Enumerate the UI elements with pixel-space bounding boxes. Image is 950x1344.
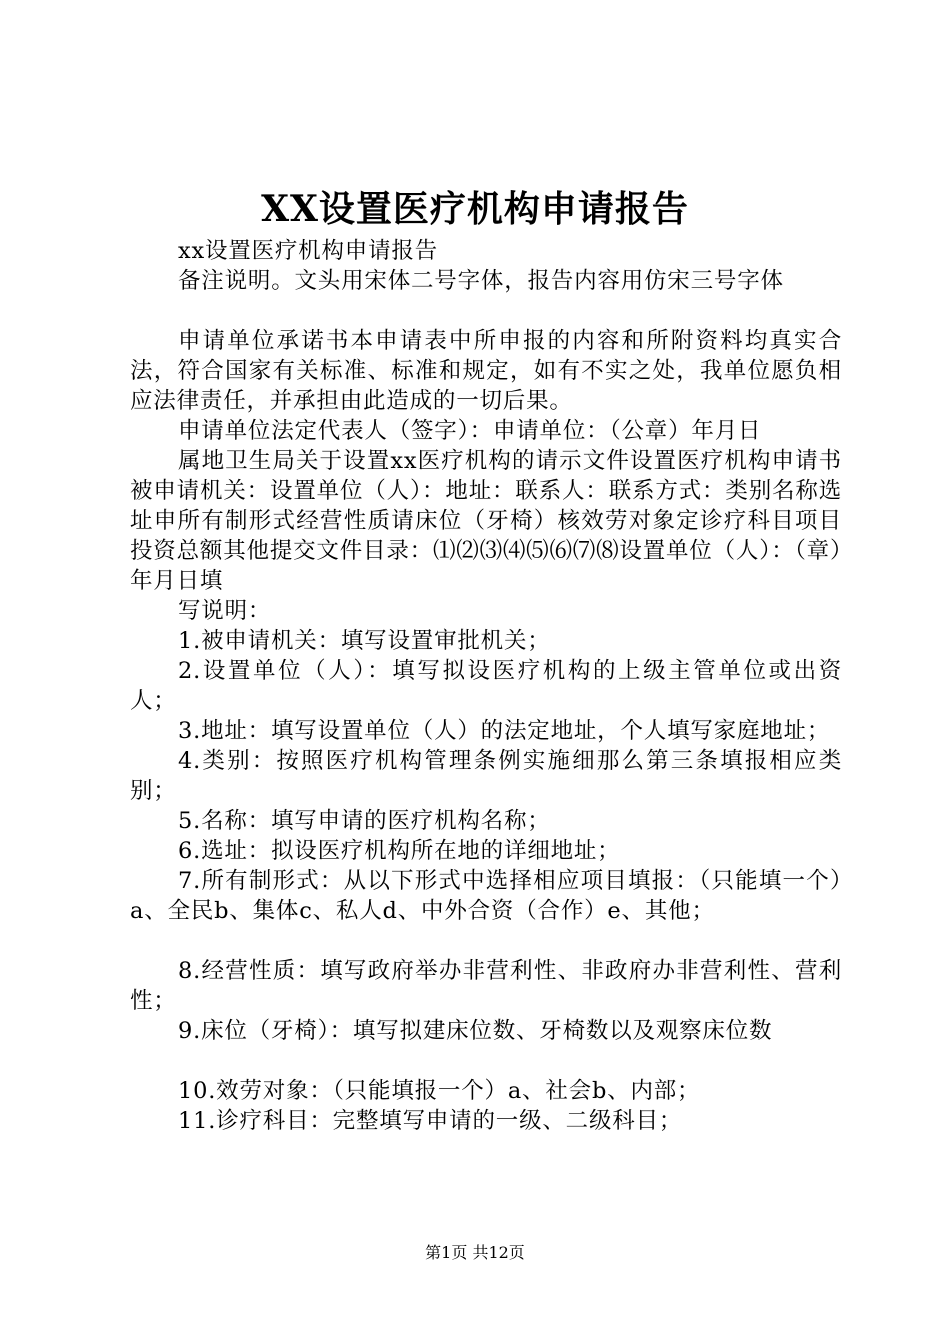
instruction-item: 5.名称：填写申请的医疗机构名称； [178,808,551,834]
instruction-item: 8.经营性质：填写政府举办非营利性、非政府办非营利性、营利性； [130,958,842,1014]
instruction-item: 7.所有制形式：从以下形式中选择相应项目填报：（只能填一个）a、全民b、集体c、私人d、中外合资（合作）e、其他； [130,868,842,924]
instructions-heading: 写说明： [178,598,272,624]
instruction-item: 4.类别：按照医疗机构管理条例实施细那么第三条填报相应类别； [130,748,842,804]
instruction-item: 2.设置单位（人）：填写拟设医疗机构的上级主管单位或出资人； [130,658,842,714]
instruction-item: 1.被申请机关：填写设置审批机关； [178,628,551,654]
commitment-paragraph: 申请单位承诺书本申请表中所申报的内容和所附资料均真实合法，符合国家有关标准、标准和规定，如有不实之处，我单位愿负相应法律责任，并承担由此造成的一切后果。 [130,328,842,414]
subtitle-paragraph: xx设置医疗机构申请报告 [178,238,438,264]
instruction-item: 11.诊疗科目：完整填写申请的一级、二级科目； [178,1108,683,1134]
signature-paragraph: 申请单位法定代表人（签字）：申请单位：（公章）年月日 [178,418,762,444]
note-paragraph: 备注说明。文头用宋体二号字体，报告内容用仿宋三号字体 [178,268,784,294]
page-number-footer: 第1页 共12页 [425,1243,525,1262]
instruction-item: 3.地址：填写设置单位（人）的法定地址，个人填写家庭地址； [178,718,831,744]
page-title: XX设置医疗机构申请报告 [261,188,689,230]
instruction-item: 9.床位（牙椅）：填写拟建床位数、牙椅数以及观察床位数 [178,1018,773,1044]
instruction-item: 10.效劳对象：（只能填报一个）a、社会b、内部； [178,1078,701,1104]
instruction-item: 6.选址：拟设医疗机构所在地的详细地址； [178,838,621,864]
application-form-paragraph: 属地卫生局关于设置xx医疗机构的请示文件设置医疗机构申请书被申请机关：设置单位（人）：地址：联系人：联系方式：类别名称选址申所有制形式经营性质请床位（牙椅）核效劳对象定诊疗科目项目投资总额其他提交文件目录：⑴⑵⑶⑷⑸⑹⑺⑻设置单位（人）：（章）年月日填 [130,448,842,594]
document-body [130,236,842,1136]
